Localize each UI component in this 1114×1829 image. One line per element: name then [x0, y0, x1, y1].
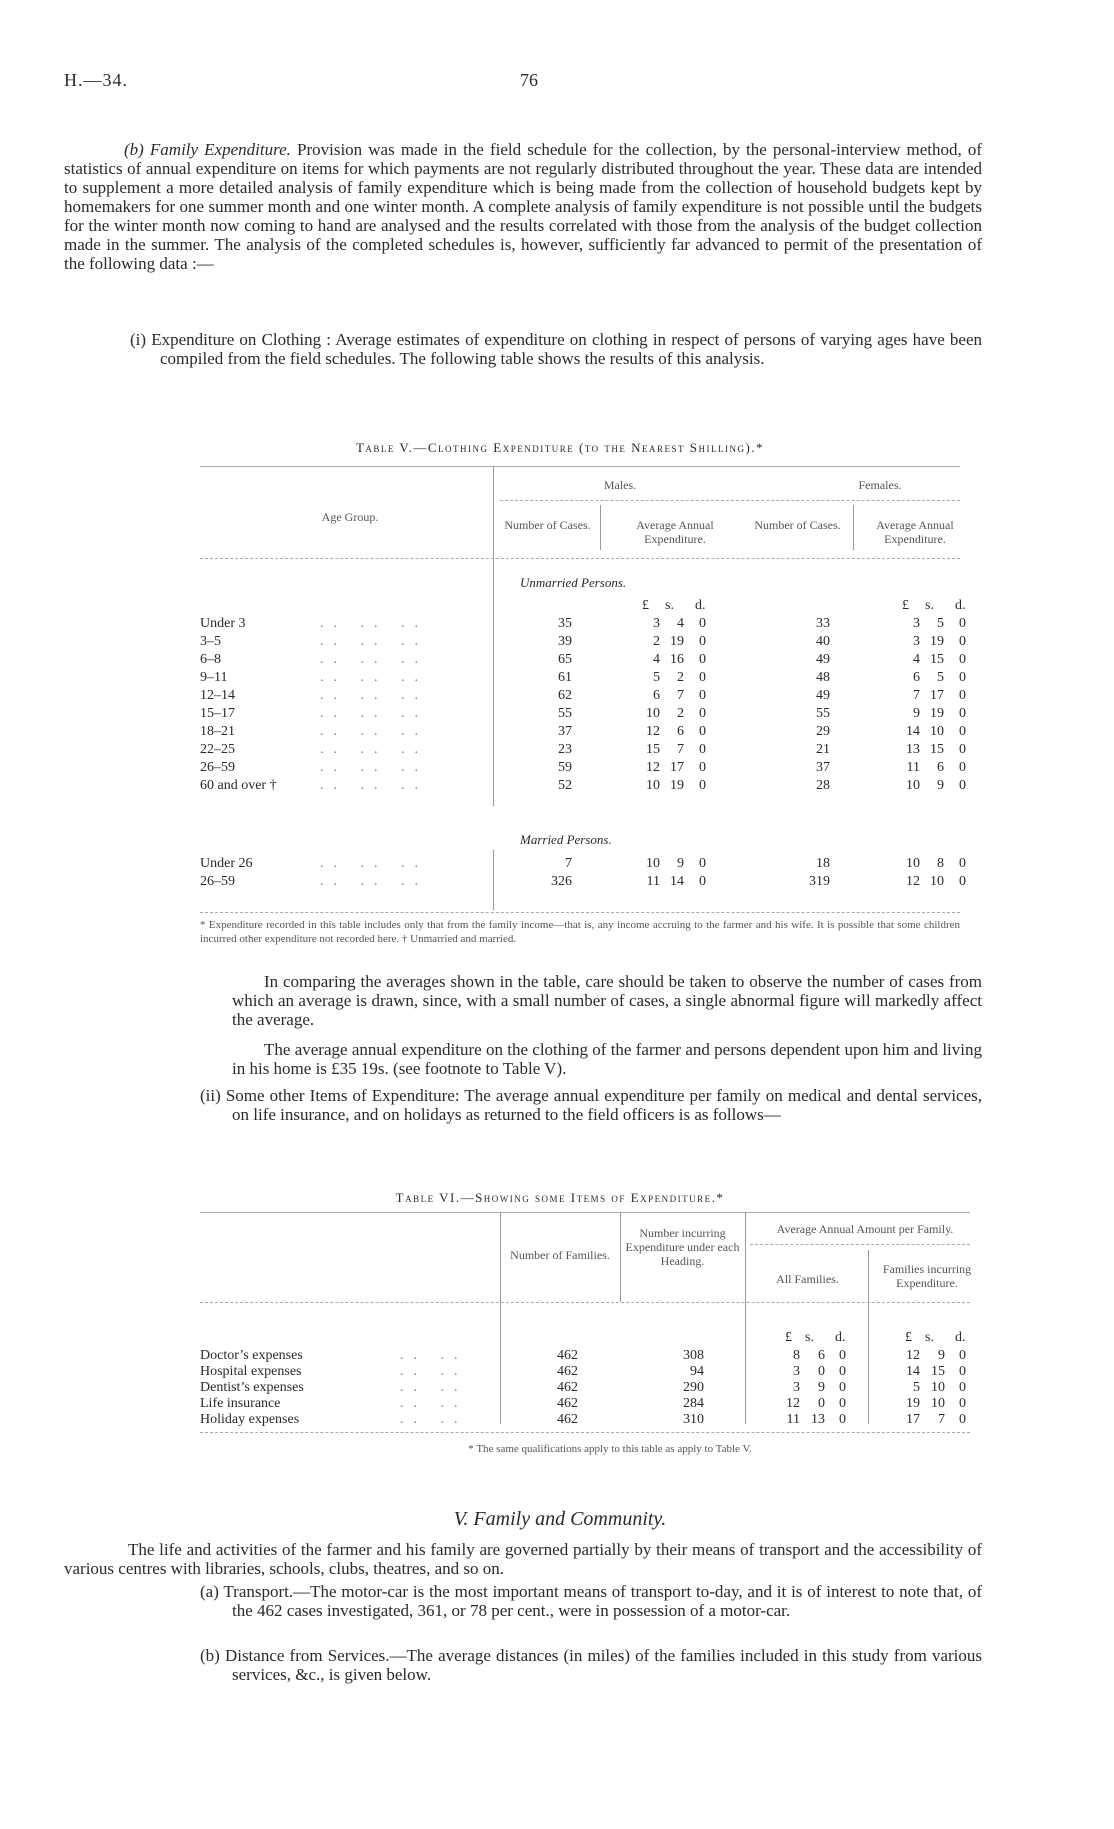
- leader-dots: .. ..: [400, 1348, 468, 1363]
- table5-subheader-rule: [500, 500, 960, 501]
- age-group-cell: 3–5: [200, 634, 221, 649]
- table5-header-male-expenditure: Average Annual Expenditure.: [636, 518, 714, 546]
- all-shillings-cell: 6: [818, 1348, 825, 1363]
- incurring-shillings-cell: 7: [938, 1412, 945, 1427]
- female-cases-cell: 48: [816, 670, 830, 685]
- lsd-shillings-header: s.: [665, 598, 674, 613]
- lsd-pence-header: d.: [955, 598, 966, 613]
- lsd-shillings-header: s.: [925, 598, 934, 613]
- female-pounds-cell: 3: [913, 634, 920, 649]
- table6-bottom-rule: [200, 1432, 970, 1433]
- leader-dots: .. .. ..: [320, 706, 428, 721]
- families-cell: 462: [557, 1380, 578, 1395]
- all-shillings-cell: 0: [818, 1364, 825, 1379]
- transport-paragraph: (a) Transport.—The motor-car is the most important means of transport to-day, and it is of interest to note that, of the 462 cases investigated, 361, or 78 per cent., were in possession of a motor-car.: [200, 1582, 982, 1620]
- family-expenditure-label: (b) Family Expenditure.: [124, 140, 291, 159]
- age-group-cell: 22–25: [200, 742, 235, 757]
- male-pounds-cell: 10: [646, 706, 660, 721]
- lsd-pence-header: d.: [695, 598, 706, 613]
- all-shillings-cell: 0: [818, 1396, 825, 1411]
- all-shillings-cell: 9: [818, 1380, 825, 1395]
- male-pence-cell: 0: [699, 760, 706, 775]
- all-pence-cell: 0: [839, 1380, 846, 1395]
- incurring-pounds-cell: 19: [906, 1396, 920, 1411]
- female-pence-cell: 0: [959, 760, 966, 775]
- male-pence-cell: 0: [699, 634, 706, 649]
- male-pounds-cell: 6: [653, 688, 660, 703]
- leader-dots: .. .. ..: [320, 616, 428, 631]
- lsd-pounds-header: £: [785, 1330, 792, 1345]
- male-pence-cell: 0: [699, 652, 706, 667]
- incurring-pence-cell: 0: [959, 1348, 966, 1363]
- female-shillings-cell: 10: [930, 724, 944, 739]
- lsd-pounds-header: £: [902, 598, 909, 613]
- male-shillings-cell: 17: [670, 760, 684, 775]
- leader-dots: .. .. ..: [320, 634, 428, 649]
- families-cell: 462: [557, 1348, 578, 1363]
- male-cases-cell: 39: [558, 634, 572, 649]
- female-cases-cell: 28: [816, 778, 830, 793]
- table5-header-female-expenditure: Average Annual Expenditure.: [876, 518, 954, 546]
- female-pounds-cell: 9: [913, 706, 920, 721]
- age-group-cell: 60 and over †: [200, 778, 277, 793]
- families-cell: 462: [557, 1396, 578, 1411]
- female-pence-cell: 0: [959, 688, 966, 703]
- female-pence-cell: 0: [959, 706, 966, 721]
- female-cases-cell: 33: [816, 616, 830, 631]
- female-pounds-cell: 7: [913, 688, 920, 703]
- female-shillings-cell: 6: [937, 760, 944, 775]
- age-group-cell: 9–11: [200, 670, 228, 685]
- expense-item-cell: Holiday expenses: [200, 1412, 300, 1427]
- table5-row: [0, 616, 1114, 634]
- male-shillings-cell: 6: [677, 724, 684, 739]
- male-cases-cell: 61: [558, 670, 572, 685]
- table6-header-all-families: All Families.: [776, 1272, 839, 1286]
- leader-dots: .. .. ..: [320, 652, 428, 667]
- female-shillings-cell: 8: [937, 856, 944, 871]
- age-group-cell: 6–8: [200, 652, 221, 667]
- male-cases-cell: 7: [565, 856, 572, 871]
- all-pence-cell: 0: [839, 1412, 846, 1427]
- families-cell: 462: [557, 1364, 578, 1379]
- age-group-cell: 15–17: [200, 706, 235, 721]
- female-pounds-cell: 3: [913, 616, 920, 631]
- table5-married-label: Married Persons.: [520, 832, 612, 847]
- male-shillings-cell: 7: [677, 688, 684, 703]
- female-pence-cell: 0: [959, 856, 966, 871]
- table6-top-rule: [200, 1212, 970, 1213]
- male-cases-cell: 65: [558, 652, 572, 667]
- male-pounds-cell: 11: [646, 874, 660, 889]
- leader-dots: .. .. ..: [320, 724, 428, 739]
- male-pence-cell: 0: [699, 688, 706, 703]
- table6-col-divider: [620, 1212, 621, 1302]
- female-pence-cell: 0: [959, 634, 966, 649]
- female-cases-cell: 55: [816, 706, 830, 721]
- expense-item-cell: Doctor’s expenses: [200, 1348, 303, 1363]
- female-shillings-cell: 5: [937, 670, 944, 685]
- expense-item-cell: Life insurance: [200, 1396, 281, 1411]
- male-pounds-cell: 10: [646, 856, 660, 871]
- table5-row: [0, 874, 1114, 892]
- incurring-pence-cell: 0: [959, 1364, 966, 1379]
- female-cases-cell: 49: [816, 688, 830, 703]
- female-cases-cell: 21: [816, 742, 830, 757]
- male-pence-cell: 0: [699, 724, 706, 739]
- distance-paragraph: (b) Distance from Services.—The average distances (in miles) of the families included in this study from various services, &c., is given below.: [200, 1646, 982, 1684]
- expense-item-cell: Dentist’s expenses: [200, 1380, 304, 1395]
- compare-paragraph: In comparing the averages shown in the table, care should be taken to observe the number of cases from which an average is drawn, since, with a small number of cases, a single abnormal figure will markedly affect the average.: [232, 972, 982, 1029]
- table5-header-male-cases: Number of Cases.: [504, 518, 591, 532]
- male-shillings-cell: 19: [670, 634, 684, 649]
- female-shillings-cell: 5: [937, 616, 944, 631]
- female-shillings-cell: 15: [930, 652, 944, 667]
- male-shillings-cell: 4: [677, 616, 684, 631]
- male-pounds-cell: 12: [646, 760, 660, 775]
- female-shillings-cell: 10: [930, 874, 944, 889]
- incurring-cell: 290: [683, 1380, 704, 1395]
- female-cases-cell: 18: [816, 856, 830, 871]
- leader-dots: .. .. ..: [320, 742, 428, 757]
- table6-caption: Table VI.—Showing some Items of Expenditure.*: [395, 1190, 725, 1205]
- lsd-pence-header: d.: [835, 1330, 846, 1345]
- male-pence-cell: 0: [699, 856, 706, 871]
- male-pence-cell: 0: [699, 742, 706, 757]
- table6-header-average: Average Annual Amount per Family.: [776, 1222, 954, 1236]
- table5-top-rule: [200, 466, 960, 467]
- female-pounds-cell: 10: [906, 778, 920, 793]
- male-shillings-cell: 2: [677, 670, 684, 685]
- incurring-cell: 310: [683, 1412, 704, 1427]
- leader-dots: .. ..: [400, 1396, 468, 1411]
- all-pence-cell: 0: [839, 1364, 846, 1379]
- table5-header-age-group: Age Group.: [321, 510, 379, 524]
- female-pounds-cell: 6: [913, 670, 920, 685]
- male-cases-cell: 52: [558, 778, 572, 793]
- male-pounds-cell: 10: [646, 778, 660, 793]
- female-pence-cell: 0: [959, 778, 966, 793]
- male-cases-cell: 55: [558, 706, 572, 721]
- table6-lsd-header-row: [0, 1330, 1114, 1348]
- incurring-pounds-cell: 17: [906, 1412, 920, 1427]
- female-shillings-cell: 19: [930, 706, 944, 721]
- lsd-pounds-header: £: [642, 598, 649, 613]
- incurring-shillings-cell: 15: [931, 1364, 945, 1379]
- male-cases-cell: 37: [558, 724, 572, 739]
- leader-dots: .. .. ..: [320, 778, 428, 793]
- age-group-cell: Under 3: [200, 616, 246, 631]
- leader-dots: .. .. ..: [320, 670, 428, 685]
- section-v-title: V. Family and Community.: [453, 1508, 667, 1530]
- table5-row: [0, 652, 1114, 670]
- table5-header-divider: [853, 505, 854, 550]
- table5-header-bottom-rule: [200, 558, 960, 559]
- table5-header-males: Males.: [603, 478, 637, 492]
- male-shillings-cell: 2: [677, 706, 684, 721]
- female-pence-cell: 0: [959, 652, 966, 667]
- families-cell: 462: [557, 1412, 578, 1427]
- age-group-cell: Under 26: [200, 856, 253, 871]
- expense-item-cell: Hospital expenses: [200, 1364, 302, 1379]
- female-pounds-cell: 12: [906, 874, 920, 889]
- male-shillings-cell: 14: [670, 874, 684, 889]
- all-pounds-cell: 11: [786, 1412, 800, 1427]
- table5-row: [0, 706, 1114, 724]
- table6-row: [0, 1412, 1114, 1430]
- incurring-cell: 94: [690, 1364, 704, 1379]
- incurring-pence-cell: 0: [959, 1396, 966, 1411]
- male-shillings-cell: 7: [677, 742, 684, 757]
- table5-bottom-rule: [200, 912, 960, 913]
- lsd-pence-header: d.: [955, 1330, 966, 1345]
- female-cases-cell: 37: [816, 760, 830, 775]
- incurring-cell: 284: [683, 1396, 704, 1411]
- female-cases-cell: 319: [809, 874, 830, 889]
- table6-header-incurring: Number incurring Expenditure under each Heading.: [625, 1226, 740, 1268]
- female-pence-cell: 0: [959, 724, 966, 739]
- table5-row: [0, 742, 1114, 760]
- male-cases-cell: 326: [551, 874, 572, 889]
- table6-header-bottom-rule: [200, 1302, 970, 1303]
- other-items-paragraph: (ii) Some other Items of Expenditure: The average annual expenditure per family on medical and dental services, on life insurance, and on holidays as returned to the field officers is as follows—: [200, 1086, 982, 1124]
- table5-row: [0, 688, 1114, 706]
- leader-dots: .. .. ..: [320, 688, 428, 703]
- incurring-cell: 308: [683, 1348, 704, 1363]
- female-pence-cell: 0: [959, 874, 966, 889]
- female-shillings-cell: 15: [930, 742, 944, 757]
- lsd-shillings-header: s.: [925, 1330, 934, 1345]
- page-number: 76: [520, 70, 538, 90]
- male-shillings-cell: 19: [670, 778, 684, 793]
- age-group-cell: 18–21: [200, 724, 235, 739]
- female-pounds-cell: 4: [913, 652, 920, 667]
- male-pounds-cell: 3: [653, 616, 660, 631]
- section-v-intro: The life and activities of the farmer and his family are governed partially by their means of transport and the accessibility of various centres with libraries, schools, clubs, theatres, and so on.: [64, 1540, 982, 1578]
- table5-row: [0, 634, 1114, 652]
- age-group-cell: 26–59: [200, 760, 235, 775]
- male-pounds-cell: 4: [653, 652, 660, 667]
- table5-row: [0, 778, 1114, 796]
- leader-dots: .. .. ..: [320, 874, 428, 889]
- table5-header-divider: [600, 505, 601, 550]
- document-reference: H.—34.: [64, 70, 128, 90]
- female-cases-cell: 49: [816, 652, 830, 667]
- female-pounds-cell: 11: [906, 760, 920, 775]
- leader-dots: .. .. ..: [320, 760, 428, 775]
- male-pounds-cell: 5: [653, 670, 660, 685]
- female-cases-cell: 29: [816, 724, 830, 739]
- incurring-shillings-cell: 10: [931, 1380, 945, 1395]
- age-group-cell: 26–59: [200, 874, 235, 889]
- table5-lsd-header-row: [0, 598, 1114, 616]
- incurring-pounds-cell: 14: [906, 1364, 920, 1379]
- leader-dots: .. ..: [400, 1380, 468, 1395]
- incurring-pence-cell: 0: [959, 1412, 966, 1427]
- lsd-shillings-header: s.: [805, 1330, 814, 1345]
- all-pence-cell: 0: [839, 1348, 846, 1363]
- female-pounds-cell: 13: [906, 742, 920, 757]
- table5-caption: Table V.—Clothing Expenditure (to the Nearest Shilling).*: [355, 440, 765, 455]
- female-shillings-cell: 9: [937, 778, 944, 793]
- female-pounds-cell: 10: [906, 856, 920, 871]
- incurring-shillings-cell: 10: [931, 1396, 945, 1411]
- family-expenditure-text: Provision was made in the field schedule for the collection, by the personal-interview method, of statistics of annual expenditure on items for which payments are not regularly distributed throughout the year. These data are intended to supplement a more detailed analysis of family expenditure which is being made from the collection of household budgets kept by homemakers for one summer month and one winter month. A complete analysis of family expenditure is not possible until the budgets for the winter month now coming to hand are analysed and the results correlated with those from the analysis of the budget collection made in the summer. The analysis of the completed schedules is, however, sufficiently far advanced to permit of the presentation of the following data :—: [64, 140, 982, 273]
- table6-subheader-rule: [750, 1244, 970, 1245]
- female-pence-cell: 0: [959, 742, 966, 757]
- leader-dots: .. ..: [400, 1364, 468, 1379]
- table6-header-families-incurring: Families incurring Expenditure.: [882, 1262, 972, 1290]
- table6-header-families: Number of Families.: [510, 1248, 610, 1262]
- family-expenditure-paragraph: [64, 140, 982, 273]
- female-shillings-cell: 19: [930, 634, 944, 649]
- all-pence-cell: 0: [839, 1396, 846, 1411]
- table6-footnote: * The same qualifications apply to this table as apply to Table V.: [468, 1443, 752, 1455]
- male-pounds-cell: 2: [653, 634, 660, 649]
- male-pence-cell: 0: [699, 670, 706, 685]
- table5-header-female-cases: Number of Cases.: [754, 518, 841, 532]
- average-paragraph: The average annual expenditure on the clothing of the farmer and persons dependent upon him and living in his home is £35 19s. (see footnote to Table V).: [232, 1040, 982, 1078]
- table5-header-females: Females.: [858, 478, 902, 492]
- leader-dots: .. .. ..: [320, 856, 428, 871]
- all-pounds-cell: 3: [793, 1364, 800, 1379]
- male-pounds-cell: 15: [646, 742, 660, 757]
- table5-row: [0, 760, 1114, 778]
- male-cases-cell: 23: [558, 742, 572, 757]
- incurring-pence-cell: 0: [959, 1380, 966, 1395]
- incurring-pounds-cell: 12: [906, 1348, 920, 1363]
- table5-row: [0, 856, 1114, 874]
- clothing-paragraph: (i) Expenditure on Clothing : Average estimates of expenditure on clothing in respect of persons of varying ages have been compiled from the field schedules. The following table shows the results of this analysis.: [130, 330, 982, 368]
- female-pounds-cell: 14: [906, 724, 920, 739]
- female-shillings-cell: 17: [930, 688, 944, 703]
- incurring-pounds-cell: 5: [913, 1380, 920, 1395]
- male-shillings-cell: 16: [670, 652, 684, 667]
- male-cases-cell: 59: [558, 760, 572, 775]
- table5-row: [0, 670, 1114, 688]
- male-shillings-cell: 9: [677, 856, 684, 871]
- male-pence-cell: 0: [699, 706, 706, 721]
- male-pence-cell: 0: [699, 874, 706, 889]
- table5-footnote: * Expenditure recorded in this table includes only that from the family income—that is, any income accruing to the farmer and his wife. It is possible that some children incurred other expenditure not recorded here. † Unmarried and married.: [200, 919, 960, 945]
- female-pence-cell: 0: [959, 616, 966, 631]
- male-pounds-cell: 12: [646, 724, 660, 739]
- female-cases-cell: 40: [816, 634, 830, 649]
- table5-unmarried-label: Unmarried Persons.: [520, 575, 627, 590]
- all-shillings-cell: 13: [811, 1412, 825, 1427]
- leader-dots: .. ..: [400, 1412, 468, 1427]
- male-cases-cell: 35: [558, 616, 572, 631]
- male-pence-cell: 0: [699, 616, 706, 631]
- female-pence-cell: 0: [959, 670, 966, 685]
- lsd-pounds-header: £: [905, 1330, 912, 1345]
- all-pounds-cell: 3: [793, 1380, 800, 1395]
- table5-row: [0, 724, 1114, 742]
- all-pounds-cell: 12: [786, 1396, 800, 1411]
- male-cases-cell: 62: [558, 688, 572, 703]
- male-pence-cell: 0: [699, 778, 706, 793]
- all-pounds-cell: 8: [793, 1348, 800, 1363]
- incurring-shillings-cell: 9: [938, 1348, 945, 1363]
- age-group-cell: 12–14: [200, 688, 235, 703]
